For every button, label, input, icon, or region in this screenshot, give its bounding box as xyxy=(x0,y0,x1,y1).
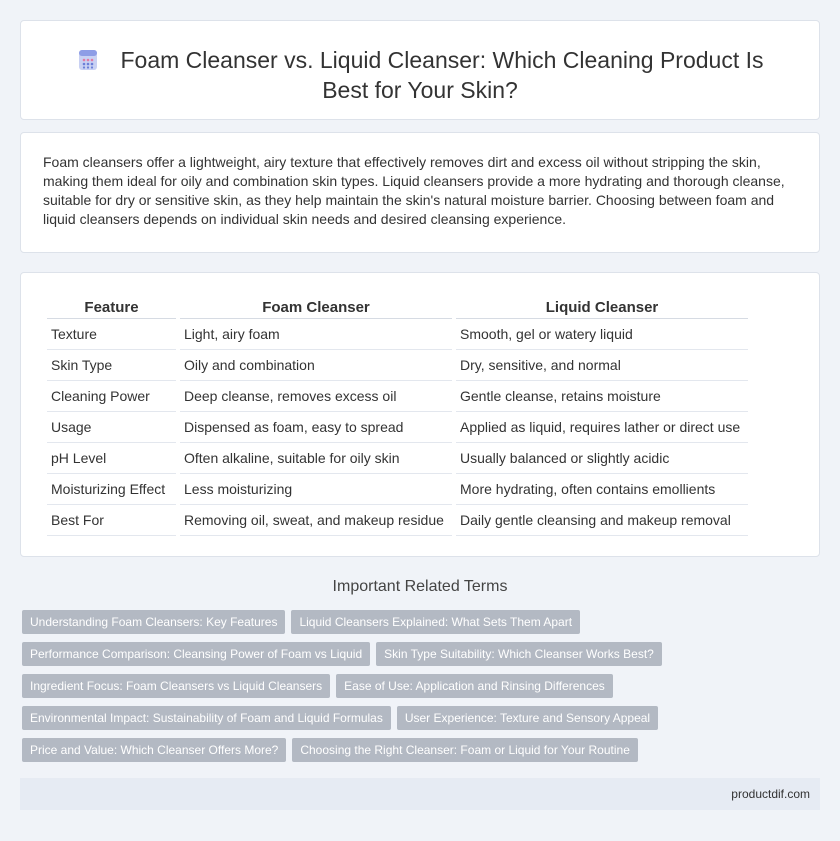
page-title xyxy=(21,45,819,105)
column-header-feature: Feature xyxy=(47,295,176,319)
related-term-link[interactable]: Price and Value: Which Cleanser Offers More? xyxy=(22,738,286,762)
foam-cell: Deep cleanse, removes excess oil xyxy=(180,381,452,412)
related-terms-list xyxy=(22,610,822,770)
related-term-link[interactable]: Performance Comparison: Cleansing Power of Foam vs Liquid xyxy=(22,642,370,666)
footer-site-link[interactable]: productdif.com xyxy=(731,787,810,801)
tag-row xyxy=(22,610,822,642)
tag-row xyxy=(22,674,822,706)
comparison-table-card xyxy=(20,272,820,557)
calculator-icon xyxy=(76,48,100,72)
foam-cell: Light, airy foam xyxy=(180,319,452,350)
related-term-link[interactable]: Understanding Foam Cleansers: Key Features xyxy=(22,610,285,634)
liquid-cell: Smooth, gel or watery liquid xyxy=(456,319,748,350)
related-term-link[interactable]: Ingredient Focus: Foam Cleansers vs Liquid Cleansers xyxy=(22,674,330,698)
foam-cell: Less moisturizing xyxy=(180,474,452,505)
feature-cell: Best For xyxy=(47,505,176,536)
foam-cell: Dispensed as foam, easy to spread xyxy=(180,412,452,443)
tag-row xyxy=(22,738,822,770)
feature-cell: Usage xyxy=(47,412,176,443)
liquid-cell: Daily gentle cleansing and makeup removal xyxy=(456,505,748,536)
table-row xyxy=(47,474,748,505)
related-term-link[interactable]: Skin Type Suitability: Which Cleanser Works Best? xyxy=(376,642,662,666)
table-row xyxy=(47,319,748,350)
foam-cell: Removing oil, sweat, and makeup residue xyxy=(180,505,452,536)
table-row xyxy=(47,505,748,536)
column-header-liquid: Liquid Cleanser xyxy=(456,295,748,319)
page-title-text: Foam Cleanser vs. Liquid Cleanser: Which Cleaning Product Is Best for Your Skin? xyxy=(120,47,764,103)
tag-row xyxy=(22,706,822,738)
liquid-cell: Gentle cleanse, retains moisture xyxy=(456,381,748,412)
column-header-foam: Foam Cleanser xyxy=(180,295,452,319)
header-card xyxy=(20,20,820,120)
liquid-cell: More hydrating, often contains emollients xyxy=(456,474,748,505)
feature-cell: Cleaning Power xyxy=(47,381,176,412)
intro-paragraph: Foam cleansers offer a lightweight, airy texture that effectively removes dirt and excess oil without stripping the skin, making them ideal for oily and combination skin types. Liquid cleansers provide a more hydrating and thorough cleanse, suitable for dry or sensitive skin, as they help maintain the skin's natural moisture barrier. Choosing between foam and liquid cleansers depends on individual skin needs and desired cleansing experience. xyxy=(43,154,785,227)
related-terms-heading: Important Related Terms xyxy=(332,578,508,595)
liquid-cell: Applied as liquid, requires lather or direct use xyxy=(456,412,748,443)
comparison-table xyxy=(43,295,752,536)
table-row xyxy=(47,443,748,474)
table-row xyxy=(47,350,748,381)
tag-row xyxy=(22,642,822,674)
related-term-link[interactable]: Choosing the Right Cleanser: Foam or Liquid for Your Routine xyxy=(292,738,638,762)
related-term-link[interactable]: Liquid Cleansers Explained: What Sets Them Apart xyxy=(291,610,580,634)
feature-cell: Texture xyxy=(47,319,176,350)
footer-bar xyxy=(20,778,820,810)
foam-cell: Oily and combination xyxy=(180,350,452,381)
liquid-cell: Usually balanced or slightly acidic xyxy=(456,443,748,474)
related-term-link[interactable]: Environmental Impact: Sustainability of Foam and Liquid Formulas xyxy=(22,706,391,730)
liquid-cell: Dry, sensitive, and normal xyxy=(456,350,748,381)
feature-cell: Skin Type xyxy=(47,350,176,381)
related-term-link[interactable]: Ease of Use: Application and Rinsing Differences xyxy=(336,674,613,698)
intro-card xyxy=(20,132,820,253)
related-term-link[interactable]: User Experience: Texture and Sensory Appeal xyxy=(397,706,658,730)
feature-cell: pH Level xyxy=(47,443,176,474)
foam-cell: Often alkaline, suitable for oily skin xyxy=(180,443,452,474)
table-row xyxy=(47,381,748,412)
feature-cell: Moisturizing Effect xyxy=(47,474,176,505)
table-row xyxy=(47,412,748,443)
table-header-row xyxy=(47,295,748,319)
